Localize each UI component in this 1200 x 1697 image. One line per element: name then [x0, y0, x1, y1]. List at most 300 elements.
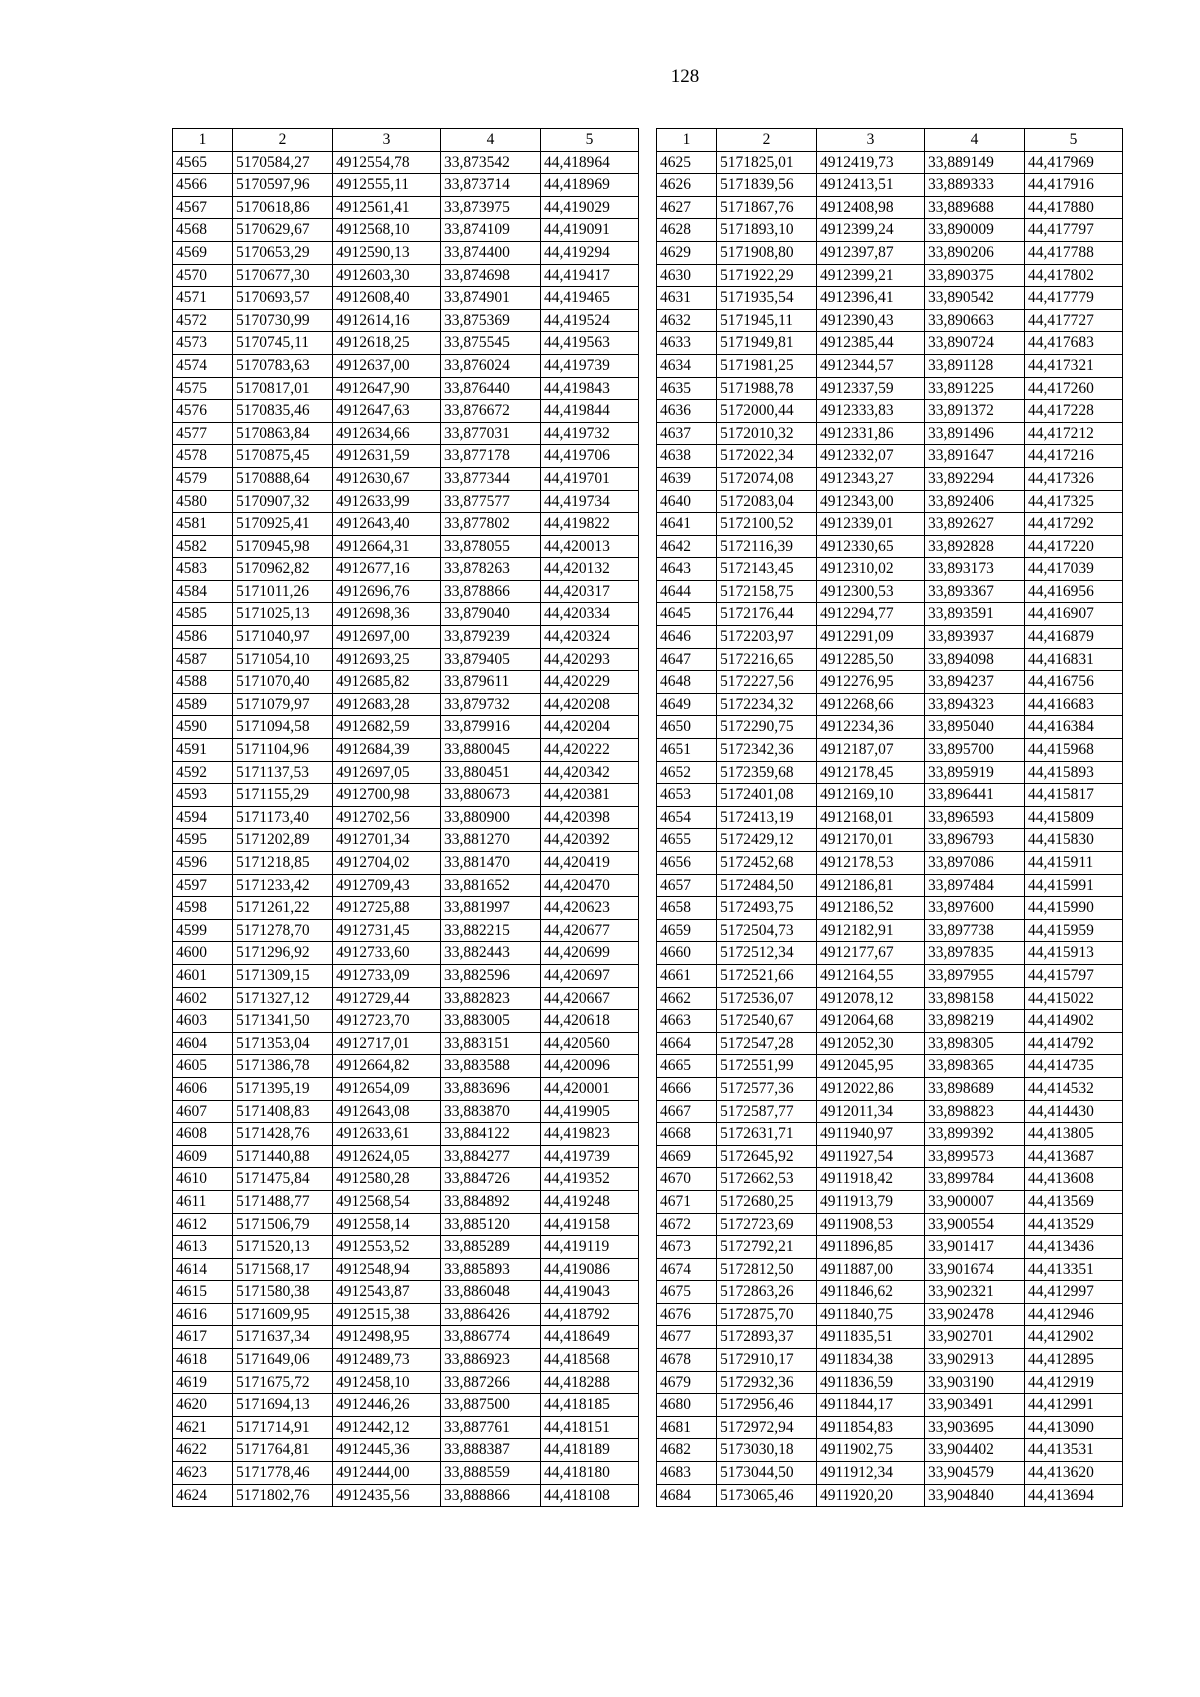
table-row: [173, 626, 639, 649]
table-cell: 4604: [173, 1032, 233, 1055]
table-cell: 33,880673: [441, 784, 541, 807]
column-header: 1: [173, 129, 233, 152]
table-cell: 4673: [657, 1236, 717, 1259]
table-cell: 44,417292: [1025, 513, 1123, 536]
table-cell: 44,416384: [1025, 716, 1123, 739]
table-cell: 4683: [657, 1462, 717, 1485]
table-row: [657, 241, 1123, 264]
table-cell: 4912294,77: [817, 603, 925, 626]
table-cell: 4912515,38: [333, 1303, 441, 1326]
table-row: [657, 422, 1123, 445]
table-cell: 44,414902: [1025, 1010, 1123, 1033]
table-cell: 44,419248: [541, 1190, 639, 1213]
table-cell: 4647: [657, 648, 717, 671]
table-cell: 4603: [173, 1010, 233, 1033]
table-cell: 33,886048: [441, 1281, 541, 1304]
table-cell: 4912643,08: [333, 1100, 441, 1123]
table-cell: 44,418792: [541, 1303, 639, 1326]
table-cell: 4630: [657, 264, 717, 287]
table-cell: 44,420229: [541, 671, 639, 694]
table-cell: 33,879611: [441, 671, 541, 694]
table-row: [657, 174, 1123, 197]
table-cell: 33,897484: [925, 874, 1025, 897]
table-row: [657, 1236, 1123, 1259]
table-row: [173, 1394, 639, 1417]
table-cell: 33,890724: [925, 332, 1025, 355]
table-cell: 44,415817: [1025, 784, 1123, 807]
table-row: [657, 648, 1123, 671]
table-cell: 4912693,25: [333, 648, 441, 671]
table-cell: 5171825,01: [717, 151, 817, 174]
table-row: [173, 1326, 639, 1349]
table-cell: 4912337,59: [817, 377, 925, 400]
table-row: [657, 580, 1123, 603]
table-cell: 4912683,28: [333, 693, 441, 716]
table-cell: 33,888559: [441, 1462, 541, 1485]
table-cell: 4631: [657, 287, 717, 310]
table-cell: 33,887266: [441, 1371, 541, 1394]
table-cell: 33,893937: [925, 626, 1025, 649]
table-cell: 33,903695: [925, 1416, 1025, 1439]
table-cell: 44,415959: [1025, 919, 1123, 942]
table-cell: 33,874698: [441, 264, 541, 287]
table-cell: 33,902913: [925, 1349, 1025, 1372]
table-cell: 5172000,44: [717, 400, 817, 423]
table-cell: 4577: [173, 422, 233, 445]
table-row: [173, 1303, 639, 1326]
table-row: [657, 219, 1123, 242]
table-cell: 4591: [173, 739, 233, 762]
table-cell: 33,902321: [925, 1281, 1025, 1304]
table-cell: 5172227,56: [717, 671, 817, 694]
table-cell: 5171981,25: [717, 354, 817, 377]
table-cell: 5171649,06: [233, 1349, 333, 1372]
table-row: [173, 377, 639, 400]
table-row: [173, 490, 639, 513]
table-cell: 44,419352: [541, 1168, 639, 1191]
table-cell: 4912733,60: [333, 942, 441, 965]
table-row: [173, 1100, 639, 1123]
table-cell: 4912022,86: [817, 1077, 925, 1100]
table-cell: 33,881270: [441, 829, 541, 852]
table-cell: 4912300,53: [817, 580, 925, 603]
table-cell: 4912064,68: [817, 1010, 925, 1033]
table-cell: 4657: [657, 874, 717, 897]
table-cell: 33,893173: [925, 558, 1025, 581]
table-cell: 33,895700: [925, 739, 1025, 762]
table-cell: 44,419091: [541, 219, 639, 242]
table-row: [173, 739, 639, 762]
table-row: [657, 671, 1123, 694]
table-row: [173, 1439, 639, 1462]
table-cell: 5170653,29: [233, 241, 333, 264]
table-cell: 4912618,25: [333, 332, 441, 355]
table-cell: 5172176,44: [717, 603, 817, 626]
table-cell: 4662: [657, 987, 717, 1010]
table-cell: 5172401,08: [717, 784, 817, 807]
table-cell: 44,415797: [1025, 964, 1123, 987]
table-cell: 44,415830: [1025, 829, 1123, 852]
table-row: [657, 558, 1123, 581]
table-cell: 33,878263: [441, 558, 541, 581]
table-cell: 33,874400: [441, 241, 541, 264]
table-cell: 5170875,45: [233, 445, 333, 468]
table-cell: 4622: [173, 1439, 233, 1462]
table-cell: 4912558,14: [333, 1213, 441, 1236]
table-cell: 44,420623: [541, 897, 639, 920]
table-cell: 4674: [657, 1258, 717, 1281]
table-cell: 5171675,72: [233, 1371, 333, 1394]
table-cell: 4912332,07: [817, 445, 925, 468]
table-cell: 4571: [173, 287, 233, 310]
table-cell: 4659: [657, 919, 717, 942]
table-row: [173, 309, 639, 332]
table-row: [657, 535, 1123, 558]
table-row: [657, 1168, 1123, 1191]
table-cell: 5172022,34: [717, 445, 817, 468]
table-cell: 4912729,44: [333, 987, 441, 1010]
table-cell: 4583: [173, 558, 233, 581]
table-cell: 4912554,78: [333, 151, 441, 174]
table-cell: 4579: [173, 467, 233, 490]
table-row: [657, 1326, 1123, 1349]
table-row: [173, 535, 639, 558]
table-cell: 33,875369: [441, 309, 541, 332]
table-cell: 4640: [657, 490, 717, 513]
table-cell: 5172972,94: [717, 1416, 817, 1439]
table-cell: 4633: [657, 332, 717, 355]
table-cell: 44,416683: [1025, 693, 1123, 716]
table-cell: 5170835,46: [233, 400, 333, 423]
table-cell: 44,415991: [1025, 874, 1123, 897]
table-row: [657, 919, 1123, 942]
table-cell: 44,416831: [1025, 648, 1123, 671]
table-cell: 33,886923: [441, 1349, 541, 1372]
table-row: [173, 603, 639, 626]
table-cell: 5171488,77: [233, 1190, 333, 1213]
table-cell: 5171988,78: [717, 377, 817, 400]
table-cell: 4912685,82: [333, 671, 441, 694]
table-cell: 33,879732: [441, 693, 541, 716]
table-cell: 4660: [657, 942, 717, 965]
table-cell: 44,417880: [1025, 196, 1123, 219]
table-cell: 4912435,56: [333, 1484, 441, 1507]
table-row: [657, 603, 1123, 626]
table-cell: 4682: [657, 1439, 717, 1462]
table-cell: 5172631,71: [717, 1123, 817, 1146]
table-cell: 5170783,63: [233, 354, 333, 377]
table-row: [657, 196, 1123, 219]
table-cell: 4912624,05: [333, 1145, 441, 1168]
table-cell: 5171893,10: [717, 219, 817, 242]
table-cell: 4596: [173, 852, 233, 875]
table-cell: 4612: [173, 1213, 233, 1236]
table-row: [173, 874, 639, 897]
table-cell: 33,904402: [925, 1439, 1025, 1462]
table-cell: 44,418969: [541, 174, 639, 197]
table-cell: 4598: [173, 897, 233, 920]
table-cell: 5171054,10: [233, 648, 333, 671]
table-cell: 44,412997: [1025, 1281, 1123, 1304]
table-cell: 4912697,00: [333, 626, 441, 649]
table-row: [173, 354, 639, 377]
table-cell: 44,419158: [541, 1213, 639, 1236]
table-row: [173, 1010, 639, 1033]
table-cell: 4912633,61: [333, 1123, 441, 1146]
table-cell: 5172504,73: [717, 919, 817, 942]
table-cell: 5171202,89: [233, 829, 333, 852]
table-row: [657, 1462, 1123, 1485]
table-cell: 4664: [657, 1032, 717, 1055]
table-cell: 5172158,75: [717, 580, 817, 603]
table-cell: 33,891128: [925, 354, 1025, 377]
table-cell: 33,899392: [925, 1123, 1025, 1146]
table-cell: 5172100,52: [717, 513, 817, 536]
table-cell: 5172484,50: [717, 874, 817, 897]
table-cell: 5171428,76: [233, 1123, 333, 1146]
table-cell: 4661: [657, 964, 717, 987]
table-cell: 5170629,67: [233, 219, 333, 242]
table-cell: 33,886774: [441, 1326, 541, 1349]
table-row: [657, 1213, 1123, 1236]
table-cell: 4625: [657, 151, 717, 174]
table-cell: 4911844,17: [817, 1394, 925, 1417]
table-cell: 4595: [173, 829, 233, 852]
table-cell: 4912731,45: [333, 919, 441, 942]
table-cell: 33,884726: [441, 1168, 541, 1191]
table-cell: 33,898305: [925, 1032, 1025, 1055]
table-cell: 33,883588: [441, 1055, 541, 1078]
coordinate-table-left: [172, 128, 639, 1507]
table-row: [657, 445, 1123, 468]
table-row: [173, 1123, 639, 1146]
table-cell: 33,890206: [925, 241, 1025, 264]
table-cell: 4912052,30: [817, 1032, 925, 1055]
table-row: [173, 1236, 639, 1259]
table-cell: 4912704,02: [333, 852, 441, 875]
table-cell: 44,419823: [541, 1123, 639, 1146]
table-cell: 44,419563: [541, 332, 639, 355]
table-row: [173, 716, 639, 739]
table-cell: 4912339,01: [817, 513, 925, 536]
table-cell: 33,880900: [441, 806, 541, 829]
table-cell: 44,420317: [541, 580, 639, 603]
table-cell: 4634: [657, 354, 717, 377]
table-cell: 5171094,58: [233, 716, 333, 739]
table-row: [657, 806, 1123, 829]
table-cell: 44,420470: [541, 874, 639, 897]
table-cell: 33,902701: [925, 1326, 1025, 1349]
table-cell: 33,897600: [925, 897, 1025, 920]
table-cell: 5171025,13: [233, 603, 333, 626]
table-cell: 5170597,96: [233, 174, 333, 197]
table-cell: 44,419524: [541, 309, 639, 332]
table-cell: 33,894237: [925, 671, 1025, 694]
table-cell: 33,898158: [925, 987, 1025, 1010]
table-cell: 44,413687: [1025, 1145, 1123, 1168]
table-cell: 4641: [657, 513, 717, 536]
table-row: [173, 264, 639, 287]
table-row: [173, 1055, 639, 1078]
table-cell: 5172547,28: [717, 1032, 817, 1055]
table-cell: 4616: [173, 1303, 233, 1326]
table-cell: 4637: [657, 422, 717, 445]
table-row: [173, 1462, 639, 1485]
table-cell: 44,417039: [1025, 558, 1123, 581]
table-cell: 44,413620: [1025, 1462, 1123, 1485]
table-cell: 4912637,00: [333, 354, 441, 377]
table-cell: 5170863,84: [233, 422, 333, 445]
table-cell: 5171935,54: [717, 287, 817, 310]
table-cell: 5171580,38: [233, 1281, 333, 1304]
table-cell: 5171353,04: [233, 1032, 333, 1055]
table-cell: 4912419,73: [817, 151, 925, 174]
table-cell: 33,899784: [925, 1168, 1025, 1191]
table-cell: 4648: [657, 671, 717, 694]
table-cell: 33,897835: [925, 942, 1025, 965]
table-cell: 44,417797: [1025, 219, 1123, 242]
table-cell: 5171949,81: [717, 332, 817, 355]
table-cell: 4590: [173, 716, 233, 739]
table-cell: 4636: [657, 400, 717, 423]
table-cell: 5171637,34: [233, 1326, 333, 1349]
table-cell: 4912717,01: [333, 1032, 441, 1055]
table-row: [173, 1032, 639, 1055]
table-cell: 44,417779: [1025, 287, 1123, 310]
table-cell: 4912170,01: [817, 829, 925, 852]
table-cell: 44,417788: [1025, 241, 1123, 264]
table-cell: 44,420699: [541, 942, 639, 965]
table-row: [173, 1349, 639, 1372]
table-cell: 4617: [173, 1326, 233, 1349]
table-cell: 5170817,01: [233, 377, 333, 400]
table-cell: 33,894098: [925, 648, 1025, 671]
table-row: [173, 513, 639, 536]
table-row: [173, 1281, 639, 1304]
table-cell: 4639: [657, 467, 717, 490]
table-cell: 5171839,56: [717, 174, 817, 197]
table-cell: 44,418108: [541, 1484, 639, 1507]
table-cell: 5171040,97: [233, 626, 333, 649]
table-cell: 44,419843: [541, 377, 639, 400]
table-row: [657, 852, 1123, 875]
table-cell: 5172932,36: [717, 1371, 817, 1394]
table-cell: 5170730,99: [233, 309, 333, 332]
table-cell: 33,891496: [925, 422, 1025, 445]
table-cell: 44,419739: [541, 354, 639, 377]
table-cell: 5170693,57: [233, 287, 333, 310]
table-cell: 4582: [173, 535, 233, 558]
table-cell: 5172893,37: [717, 1326, 817, 1349]
table-cell: 4911834,38: [817, 1349, 925, 1372]
table-cell: 44,412919: [1025, 1371, 1123, 1394]
table-cell: 4655: [657, 829, 717, 852]
table-cell: 5171137,53: [233, 761, 333, 784]
table-cell: 5171261,22: [233, 897, 333, 920]
table-cell: 4684: [657, 1484, 717, 1507]
table-cell: 44,418185: [541, 1394, 639, 1417]
page-number: 128: [670, 66, 700, 87]
table-cell: 4597: [173, 874, 233, 897]
table-cell: 4606: [173, 1077, 233, 1100]
table-cell: 4573: [173, 332, 233, 355]
table-cell: 33,883005: [441, 1010, 541, 1033]
table-cell: 5172083,04: [717, 490, 817, 513]
table-cell: 33,897955: [925, 964, 1025, 987]
table-cell: 4628: [657, 219, 717, 242]
table-cell: 33,882443: [441, 942, 541, 965]
table-cell: 4912011,34: [817, 1100, 925, 1123]
table-cell: 44,420560: [541, 1032, 639, 1055]
table-cell: 44,413694: [1025, 1484, 1123, 1507]
table-cell: 4611: [173, 1190, 233, 1213]
table-cell: 4912399,24: [817, 219, 925, 242]
table-row: [173, 693, 639, 716]
table-cell: 4911918,42: [817, 1168, 925, 1191]
table-cell: 5172910,17: [717, 1349, 817, 1372]
table-cell: 44,420334: [541, 603, 639, 626]
table-cell: 33,879040: [441, 603, 541, 626]
table-cell: 4621: [173, 1416, 233, 1439]
table-cell: 4644: [657, 580, 717, 603]
table-row: [657, 897, 1123, 920]
column-header: 3: [333, 129, 441, 152]
table-cell: 33,895919: [925, 761, 1025, 784]
table-cell: 33,887761: [441, 1416, 541, 1439]
table-cell: 5172359,68: [717, 761, 817, 784]
table-cell: 4912614,16: [333, 309, 441, 332]
table-cell: 4912343,00: [817, 490, 925, 513]
table-cell: 4586: [173, 626, 233, 649]
table-cell: 4652: [657, 761, 717, 784]
table-row: [657, 1055, 1123, 1078]
table-cell: 33,890663: [925, 309, 1025, 332]
table-cell: 4912701,34: [333, 829, 441, 852]
table-cell: 4672: [657, 1213, 717, 1236]
table-cell: 33,891225: [925, 377, 1025, 400]
table-cell: 44,419734: [541, 490, 639, 513]
table-cell: 4912634,66: [333, 422, 441, 445]
table-cell: 5170745,11: [233, 332, 333, 355]
table-cell: 44,415809: [1025, 806, 1123, 829]
table-cell: 33,896441: [925, 784, 1025, 807]
table-cell: 44,416907: [1025, 603, 1123, 626]
table-cell: 33,879239: [441, 626, 541, 649]
table-cell: 33,880451: [441, 761, 541, 784]
table-cell: 5171173,40: [233, 806, 333, 829]
table-cell: 5172493,75: [717, 897, 817, 920]
table-cell: 4912580,28: [333, 1168, 441, 1191]
table-cell: 5172512,34: [717, 942, 817, 965]
table-cell: 44,416756: [1025, 671, 1123, 694]
table-cell: 5172875,70: [717, 1303, 817, 1326]
table-row: [657, 400, 1123, 423]
table-row: [657, 309, 1123, 332]
table-cell: 4643: [657, 558, 717, 581]
table-cell: 4623: [173, 1462, 233, 1485]
table-cell: 33,898823: [925, 1100, 1025, 1123]
table-cell: 33,882823: [441, 987, 541, 1010]
table-row: [657, 693, 1123, 716]
table-cell: 33,877031: [441, 422, 541, 445]
table-cell: 33,882596: [441, 964, 541, 987]
table-cell: 4912654,09: [333, 1077, 441, 1100]
table-row: [173, 241, 639, 264]
table-cell: 4607: [173, 1100, 233, 1123]
table-cell: 4912234,36: [817, 716, 925, 739]
table-cell: 33,902478: [925, 1303, 1025, 1326]
table-cell: 5171475,84: [233, 1168, 333, 1191]
